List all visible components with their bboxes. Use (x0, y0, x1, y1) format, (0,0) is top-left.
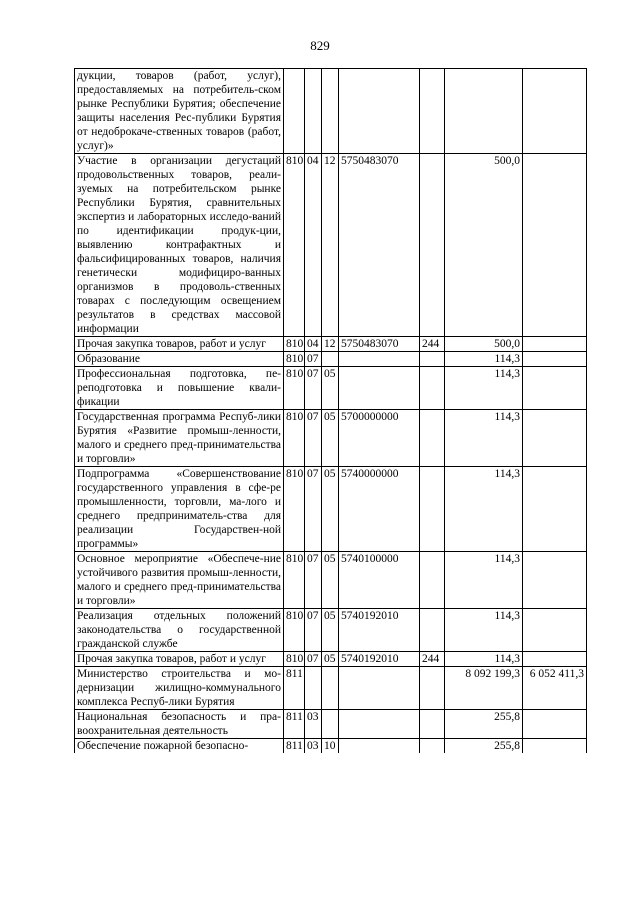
subsection-code (322, 710, 339, 739)
item-name: Основное мероприятие «Обеспече-ние устойчивого развития промыш-ленности, малого и среднего пред-принимательства и торговли» (75, 552, 284, 609)
target-article-code: 5740192010 (339, 652, 420, 667)
amount-1 (445, 69, 523, 154)
expense-type-code (420, 69, 445, 154)
item-name: Обеспечение пожарной безопасно- (75, 739, 284, 754)
amount-2 (523, 739, 587, 754)
amount-1: 114,3 (445, 609, 523, 652)
amount-2 (523, 552, 587, 609)
target-article-code: 5740192010 (339, 609, 420, 652)
amount-1: 114,3 (445, 352, 523, 367)
grbs-code: 810 (284, 337, 305, 352)
grbs-code: 810 (284, 467, 305, 552)
amount-1: 114,3 (445, 467, 523, 552)
target-article-code (339, 352, 420, 367)
amount-1: 114,3 (445, 410, 523, 467)
item-name: Образование (75, 352, 284, 367)
grbs-code: 810 (284, 652, 305, 667)
amount-2 (523, 69, 587, 154)
expense-type-code (420, 154, 445, 337)
grbs-code: 810 (284, 154, 305, 337)
section-code (305, 667, 322, 710)
item-name: Министерство строительства и мо-дернизации жилищно-коммунального комплекса Респуб-лики Бурятия (75, 667, 284, 710)
expense-type-code (420, 410, 445, 467)
section-code: 04 (305, 154, 322, 337)
amount-2 (523, 609, 587, 652)
subsection-code (322, 69, 339, 154)
amount-2: 6 052 411,3 (523, 667, 587, 710)
expense-type-code: 244 (420, 652, 445, 667)
amount-1: 8 092 199,3 (445, 667, 523, 710)
amount-1: 500,0 (445, 154, 523, 337)
table-row (75, 609, 587, 652)
table-row (75, 710, 587, 739)
expense-type-code (420, 710, 445, 739)
amount-1: 255,8 (445, 710, 523, 739)
subsection-code: 05 (322, 467, 339, 552)
section-code: 07 (305, 652, 322, 667)
expense-type-code (420, 552, 445, 609)
item-name: Реализация отдельных положений законодательства о государственной гражданской службе (75, 609, 284, 652)
subsection-code: 05 (322, 410, 339, 467)
amount-2 (523, 337, 587, 352)
expense-type-code (420, 467, 445, 552)
amount-2 (523, 154, 587, 337)
section-code: 03 (305, 739, 322, 754)
target-article-code (339, 667, 420, 710)
target-article-code: 5740000000 (339, 467, 420, 552)
table-row (75, 667, 587, 710)
table-row (75, 467, 587, 552)
subsection-code: 12 (322, 154, 339, 337)
target-article-code: 5740100000 (339, 552, 420, 609)
expense-type-code: 244 (420, 337, 445, 352)
subsection-code: 05 (322, 652, 339, 667)
target-article-code (339, 367, 420, 410)
amount-1: 114,3 (445, 552, 523, 609)
table-row (75, 154, 587, 337)
expense-type-code (420, 667, 445, 710)
table-row (75, 367, 587, 410)
section-code: 07 (305, 367, 322, 410)
grbs-code: 810 (284, 552, 305, 609)
target-article-code: 5750483070 (339, 154, 420, 337)
section-code: 07 (305, 410, 322, 467)
expense-type-code (420, 367, 445, 410)
item-name: Профессиональная подготовка, пе-реподготовка и повышение квали-фикации (75, 367, 284, 410)
table-row (75, 337, 587, 352)
budget-table (74, 68, 587, 753)
section-code: 03 (305, 710, 322, 739)
section-code: 07 (305, 352, 322, 367)
amount-2 (523, 652, 587, 667)
subsection-code: 10 (322, 739, 339, 754)
amount-1: 114,3 (445, 652, 523, 667)
expense-type-code (420, 739, 445, 754)
grbs-code: 811 (284, 710, 305, 739)
target-article-code: 5750483070 (339, 337, 420, 352)
grbs-code: 811 (284, 739, 305, 754)
amount-1: 255,8 (445, 739, 523, 754)
grbs-code: 810 (284, 410, 305, 467)
amount-1: 500,0 (445, 337, 523, 352)
subsection-code (322, 667, 339, 710)
page-number: 829 (310, 38, 330, 53)
item-name: Прочая закупка товаров, работ и услуг (75, 337, 284, 352)
grbs-code: 810 (284, 352, 305, 367)
section-code: 07 (305, 609, 322, 652)
section-code (305, 69, 322, 154)
table-row (75, 410, 587, 467)
item-name: Государственная программа Респуб-лики Бурятия «Развитие промыш-ленности, малого и среднего пред-принимательства и торговли» (75, 410, 284, 467)
table-row (75, 552, 587, 609)
expense-type-code (420, 352, 445, 367)
amount-2 (523, 467, 587, 552)
grbs-code (284, 69, 305, 154)
amount-2 (523, 352, 587, 367)
target-article-code (339, 739, 420, 754)
section-code: 04 (305, 337, 322, 352)
item-name: Национальная безопасность и пра-воохранительная деятельность (75, 710, 284, 739)
amount-2 (523, 367, 587, 410)
item-name: Прочая закупка товаров, работ и услуг (75, 652, 284, 667)
amount-2 (523, 710, 587, 739)
subsection-code: 12 (322, 337, 339, 352)
item-name: Участие в организации дегустаций продовольственных товаров, реали-зуемых на потребительском рынке Республики Бурятия, сравнительных экспертиз и лабораторных исследо-ваний по идентификации продук-ции, выявлению контрафактных и фальсифицированных товаров, наличия генетически модифициро-ванных организмов в продоволь-ственных товарах с последующим освещением результатов в средствах массовой информации (75, 154, 284, 337)
table-row (75, 352, 587, 367)
item-name: Подпрограмма «Совершенствование государственного управления в сфе-ре промышленности, торговли, ма-лого и среднего предприниматель-ства для реализации Государствен-ной программы» (75, 467, 284, 552)
amount-1: 114,3 (445, 367, 523, 410)
section-code: 07 (305, 467, 322, 552)
target-article-code (339, 69, 420, 154)
target-article-code (339, 710, 420, 739)
target-article-code: 5700000000 (339, 410, 420, 467)
subsection-code: 05 (322, 552, 339, 609)
grbs-code: 810 (284, 367, 305, 410)
expense-type-code (420, 609, 445, 652)
item-name: дукции, товаров (работ, услуг), предоставляемых на потребитель-ском рынке Республики Бурятия; обеспечение защиты населения Рес-публики Бурятия от недоброкаче-ственных товаров (работ, услуг)» (75, 69, 284, 154)
grbs-code: 811 (284, 667, 305, 710)
amount-2 (523, 410, 587, 467)
table-row (75, 69, 587, 154)
subsection-code: 05 (322, 609, 339, 652)
grbs-code: 810 (284, 609, 305, 652)
section-code: 07 (305, 552, 322, 609)
subsection-code (322, 352, 339, 367)
table-row (75, 739, 587, 754)
table-row (75, 652, 587, 667)
subsection-code: 05 (322, 367, 339, 410)
